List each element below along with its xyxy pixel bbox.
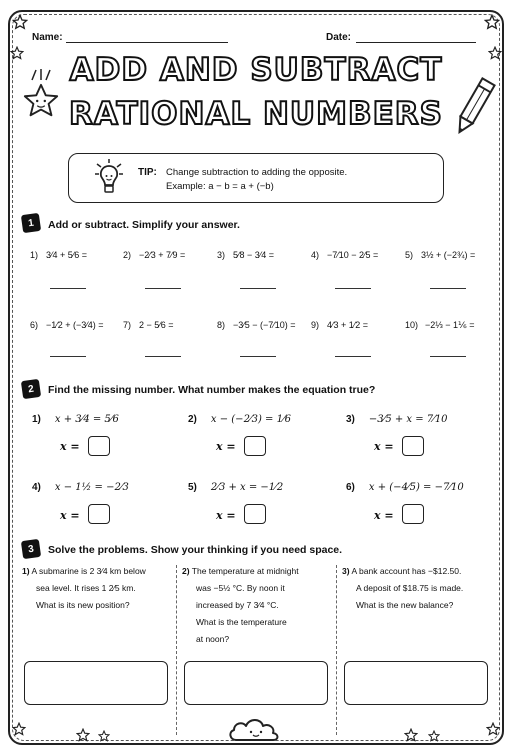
section-number-badge: 2 bbox=[21, 379, 41, 399]
problem-1-2: 2) −2⁄3 + 7⁄9 = bbox=[123, 250, 186, 260]
answer-line[interactable] bbox=[335, 356, 371, 357]
problem-1-5: 5) 3½ + (−2¾) = bbox=[405, 250, 476, 260]
answer-line[interactable] bbox=[50, 356, 86, 357]
equation-2-5: 5) 2⁄3 + x = −1⁄2 bbox=[188, 482, 284, 493]
tip-label: TIP: bbox=[138, 167, 157, 178]
answer-box[interactable] bbox=[402, 504, 424, 524]
section-2-title: Find the missing number. What number makes the equation true? bbox=[48, 384, 376, 396]
star-icon bbox=[12, 14, 28, 30]
column-divider bbox=[176, 565, 177, 735]
star-icon bbox=[486, 722, 500, 736]
answer-box[interactable] bbox=[88, 504, 110, 524]
star-icon bbox=[404, 728, 418, 742]
problem-1-6: 6) −1⁄2 + (−3⁄4) = bbox=[30, 320, 104, 330]
answer-box[interactable] bbox=[88, 436, 110, 456]
name-field[interactable] bbox=[66, 42, 228, 43]
equation-2-6: 6) x + (−4⁄5) = −7⁄10 bbox=[346, 482, 464, 493]
smiling-cloud-icon bbox=[226, 712, 286, 744]
problem-1-1: 1) 3⁄4 + 5⁄6 = bbox=[30, 250, 88, 260]
section-3-title: Solve the problems. Show your thinking if you need space. bbox=[48, 544, 343, 556]
problem-1-10: 10) −2⅓ − 1⅙ = bbox=[405, 320, 475, 330]
star-icon bbox=[484, 14, 500, 30]
answer-box[interactable] bbox=[244, 436, 266, 456]
sparkle-icon bbox=[30, 68, 52, 82]
tip-example: Example: a − b = a + (−b) bbox=[166, 181, 274, 192]
star-icon bbox=[10, 46, 24, 60]
answer-line[interactable] bbox=[145, 288, 181, 289]
answer-line[interactable] bbox=[335, 288, 371, 289]
x-equals-label: x = bbox=[60, 440, 80, 453]
answer-line[interactable] bbox=[240, 356, 276, 357]
title-line-1: ADD AND SUBTRACT bbox=[69, 52, 443, 88]
x-equals-label: x = bbox=[374, 440, 394, 453]
answer-box[interactable] bbox=[402, 436, 424, 456]
x-equals-label: x = bbox=[374, 509, 394, 522]
equation-2-2: 2) x − (−2⁄3) = 1⁄6 bbox=[188, 414, 291, 425]
problem-1-7: 7) 2 − 5⁄6 = bbox=[123, 320, 174, 330]
star-icon bbox=[76, 728, 90, 742]
tip-box bbox=[68, 153, 444, 203]
section-1-title: Add or subtract. Simplify your answer. bbox=[48, 219, 240, 231]
lightbulb-icon bbox=[94, 158, 124, 198]
answer-line[interactable] bbox=[240, 288, 276, 289]
word-problem-3: 3) A bank account has −$12.50. A deposit of $18.75 is made. What is the new balance? bbox=[342, 563, 492, 733]
answer-line[interactable] bbox=[430, 356, 466, 357]
word-problem-2: 2) The temperature at midnight was −5½ °C. By noon it increased by 7 3⁄4 °C. What is the temperature at noon? bbox=[182, 563, 332, 733]
problem-1-9: 9) 4⁄3 + 1⁄2 = bbox=[311, 320, 369, 330]
date-field[interactable] bbox=[356, 42, 476, 43]
answer-box[interactable] bbox=[184, 661, 328, 705]
pencil-icon bbox=[452, 74, 496, 140]
name-label: Name: bbox=[32, 32, 63, 43]
equation-2-4: 4) x − 1½ = −2⁄3 bbox=[32, 482, 129, 493]
x-equals-label: x = bbox=[60, 509, 80, 522]
x-equals-label: x = bbox=[216, 440, 236, 453]
smiling-star-icon bbox=[22, 82, 60, 120]
date-label: Date: bbox=[326, 32, 352, 43]
tip-text: Change subtraction to adding the opposite. bbox=[166, 167, 348, 178]
answer-line[interactable] bbox=[50, 288, 86, 289]
problem-1-4: 4) −7⁄10 − 2⁄5 = bbox=[311, 250, 379, 260]
answer-box[interactable] bbox=[24, 661, 168, 705]
answer-line[interactable] bbox=[430, 288, 466, 289]
star-icon bbox=[488, 46, 502, 60]
star-icon bbox=[12, 722, 26, 736]
problem-1-8: 8) −3⁄5 − (−7⁄10) = bbox=[217, 320, 296, 330]
star-icon bbox=[428, 730, 440, 742]
column-divider bbox=[336, 565, 337, 735]
title-line-2: RATIONAL NUMBERS bbox=[69, 96, 443, 132]
answer-line[interactable] bbox=[145, 356, 181, 357]
answer-box[interactable] bbox=[344, 661, 488, 705]
equation-2-1: 1) x + 3⁄4 = 5⁄6 bbox=[32, 414, 119, 425]
star-icon bbox=[98, 730, 110, 742]
problem-1-3: 3) 5⁄8 − 3⁄4 = bbox=[217, 250, 275, 260]
equation-2-3: 3) −3⁄5 + x = 7⁄10 bbox=[346, 414, 448, 425]
section-number-badge: 1 bbox=[21, 213, 41, 233]
word-problem-1: 1) A submarine is 2 3⁄4 km below sea level. It rises 1 2⁄5 km. What is its new position? bbox=[22, 563, 172, 733]
section-number-badge: 3 bbox=[21, 539, 41, 559]
answer-box[interactable] bbox=[244, 504, 266, 524]
x-equals-label: x = bbox=[216, 509, 236, 522]
